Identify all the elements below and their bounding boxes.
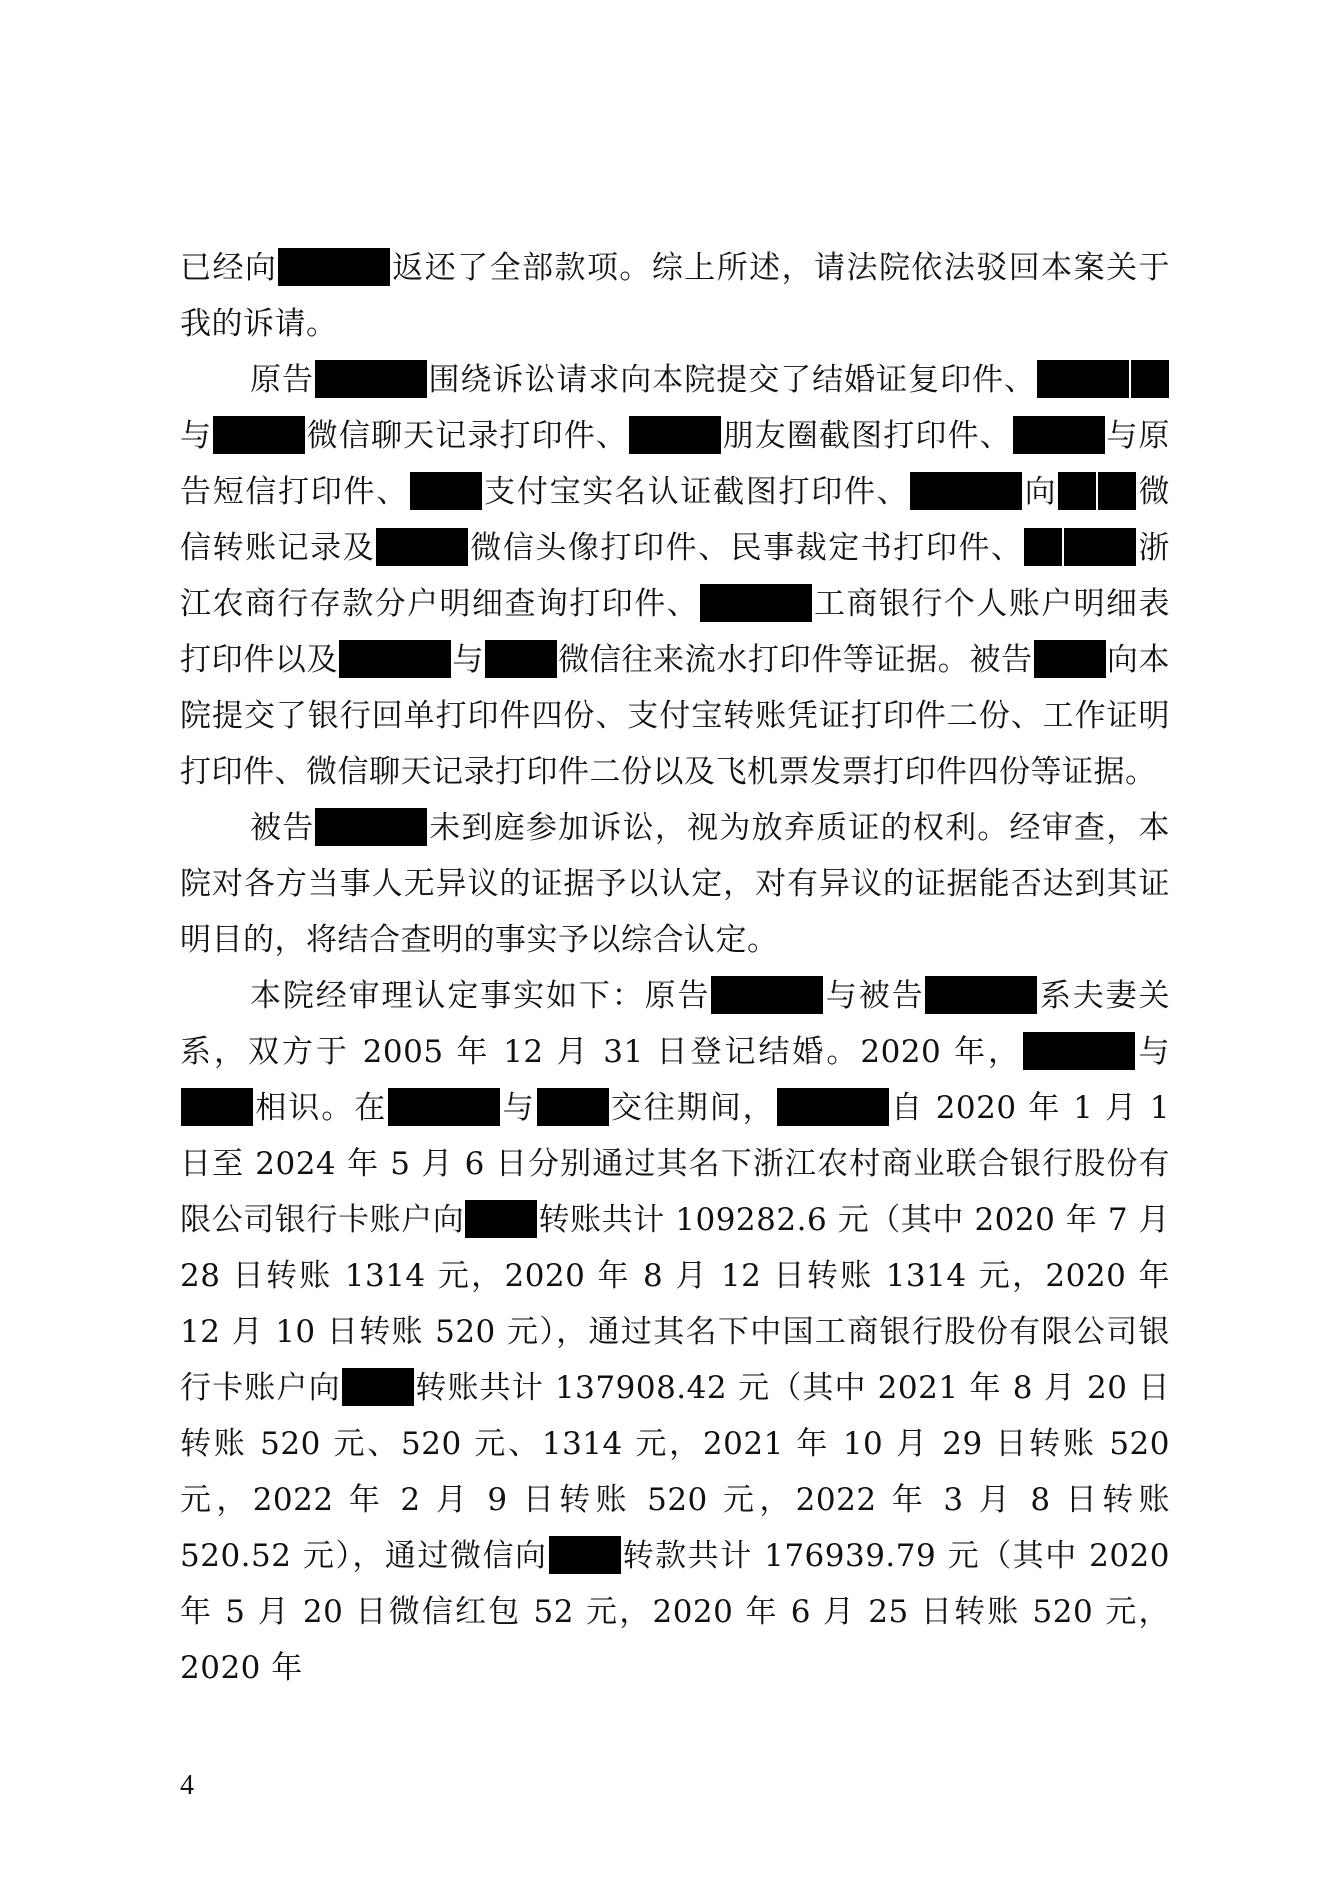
redaction-box bbox=[777, 1088, 889, 1126]
redaction-box bbox=[1024, 528, 1062, 566]
redaction-box bbox=[388, 1088, 500, 1126]
paragraph-text: 返还了全部款项。综上所述，请法院依法驳回本案关于我的诉请。 bbox=[180, 250, 1171, 342]
page-number: 4 bbox=[180, 1770, 194, 1801]
paragraph-text: 与 bbox=[180, 418, 213, 454]
paragraph-text: 交往期间， bbox=[609, 1090, 776, 1126]
paragraph-text: 微信聊天记录打印件、 bbox=[306, 418, 628, 454]
redaction-box bbox=[1034, 640, 1106, 678]
paragraph-text: 微信头像打印件、民事裁定书打印件、 bbox=[469, 530, 1024, 566]
redaction-box bbox=[1064, 528, 1136, 566]
redaction-box bbox=[925, 976, 1037, 1014]
paragraph-text: 与 bbox=[452, 642, 484, 678]
paragraph-text: 本院经审理认定事实如下：原告 bbox=[250, 978, 711, 1014]
paragraph bbox=[180, 800, 1170, 968]
paragraph-text: 围绕诉讼请求向本院提交了结婚证复印件、 bbox=[427, 362, 1037, 398]
redaction-box bbox=[711, 976, 823, 1014]
paragraph-text: 相识。在 bbox=[254, 1090, 388, 1126]
paragraph bbox=[180, 352, 1170, 800]
redaction-box bbox=[1013, 416, 1105, 454]
paragraph-text: 与 bbox=[1136, 1034, 1171, 1070]
paragraph-text: 未到庭参加诉讼，视为放弃质证的权利。经审查，本院对各方当事人无异议的证据予以认定，对有异议的证据能否达到其证明目的，将结合查明的事实予以综合认定。 bbox=[180, 810, 1171, 958]
paragraph-text: 与被告 bbox=[824, 978, 925, 1014]
redaction-box bbox=[910, 472, 1022, 510]
redaction-box bbox=[549, 1536, 621, 1574]
redaction-box bbox=[339, 640, 451, 678]
redaction-box bbox=[213, 416, 305, 454]
redaction-box bbox=[278, 248, 390, 286]
redaction-box bbox=[1131, 360, 1169, 398]
paragraph-text: 转账共计 109282.6 元（其中 2020 年 7 月 28 日转账 1314 元，2020 年 8 月 12 日转账 1314 元，2020 年 12 月 10 日转账 520 元），通过其名下中国工商银行股份有限公司银行卡账户向 bbox=[180, 1202, 1170, 1406]
redaction-box bbox=[1023, 1032, 1135, 1070]
paragraph-text: 浙江农商行存款分户明细查询打印件、 bbox=[180, 530, 1171, 622]
paragraph-text: 原告 bbox=[250, 362, 314, 398]
paragraph-text: 转账共计 137908.42 元（其中 2021 年 8 月 20 日转账 520 元、520 元、1314 元，2021 年 10 月 29 日转账 520 元，2022 年 2 月 9 日转账 520 元，2022 年 3 月 8 日转账 520.52 元），通过微信向 bbox=[180, 1370, 1171, 1574]
redaction-box bbox=[465, 1200, 537, 1238]
paragraph bbox=[180, 968, 1170, 1696]
paragraph-text: 被告 bbox=[250, 810, 315, 846]
redaction-box bbox=[1037, 360, 1129, 398]
paragraph bbox=[180, 240, 1170, 352]
redaction-box bbox=[537, 1088, 609, 1126]
redaction-box bbox=[700, 584, 812, 622]
paragraph-text: 已经向 bbox=[180, 250, 278, 286]
paragraph-text: 系夫妻关系，双方于 2005 年 12 月 31 日登记结婚。2020 年， bbox=[180, 978, 1171, 1070]
redaction-box bbox=[315, 808, 427, 846]
document-body bbox=[180, 240, 1170, 1696]
paragraph-text: 向本院提交了银行回单打印件四份、支付宝转账凭证打印件二份、工作证明打印件、微信聊天记录打印件二份以及飞机票发票打印件四份等证据。 bbox=[180, 642, 1171, 790]
paragraph-text: 转款共计 176939.79 元（其中 2020 年 5 月 20 日微信红包 52 元，2020 年 6 月 25 日转账 520 元，2020 年 bbox=[180, 1538, 1171, 1686]
redaction-box bbox=[181, 1088, 253, 1126]
paragraph-text: 工商银行个人账户明细表打印件以及 bbox=[180, 586, 1170, 678]
redaction-box bbox=[410, 472, 482, 510]
paragraph-text: 向 bbox=[1023, 474, 1058, 510]
redaction-box bbox=[485, 640, 557, 678]
redaction-box bbox=[1098, 472, 1136, 510]
paragraph-text: 朋友圈截图打印件、 bbox=[722, 418, 1012, 454]
paragraph-text: 自 2020 年 1 月 1 日至 2024 年 5 月 6 日分别通过其名下浙江农村商业联合银行股份有限公司银行卡账户向 bbox=[180, 1090, 1171, 1238]
paragraph-text: 与原告短信打印件、 bbox=[180, 418, 1170, 510]
paragraph-text: 微信转账记录及 bbox=[180, 474, 1171, 566]
paragraph-text: 微信往来流水打印件等证据。被告 bbox=[557, 642, 1033, 678]
redaction-box bbox=[315, 360, 427, 398]
redaction-box bbox=[376, 528, 468, 566]
paragraph-text: 与 bbox=[501, 1090, 536, 1126]
redaction-box bbox=[1058, 472, 1096, 510]
redaction-box bbox=[342, 1368, 414, 1406]
redaction-box bbox=[629, 416, 721, 454]
paragraph-text: 支付宝实名认证截图打印件、 bbox=[482, 474, 910, 510]
